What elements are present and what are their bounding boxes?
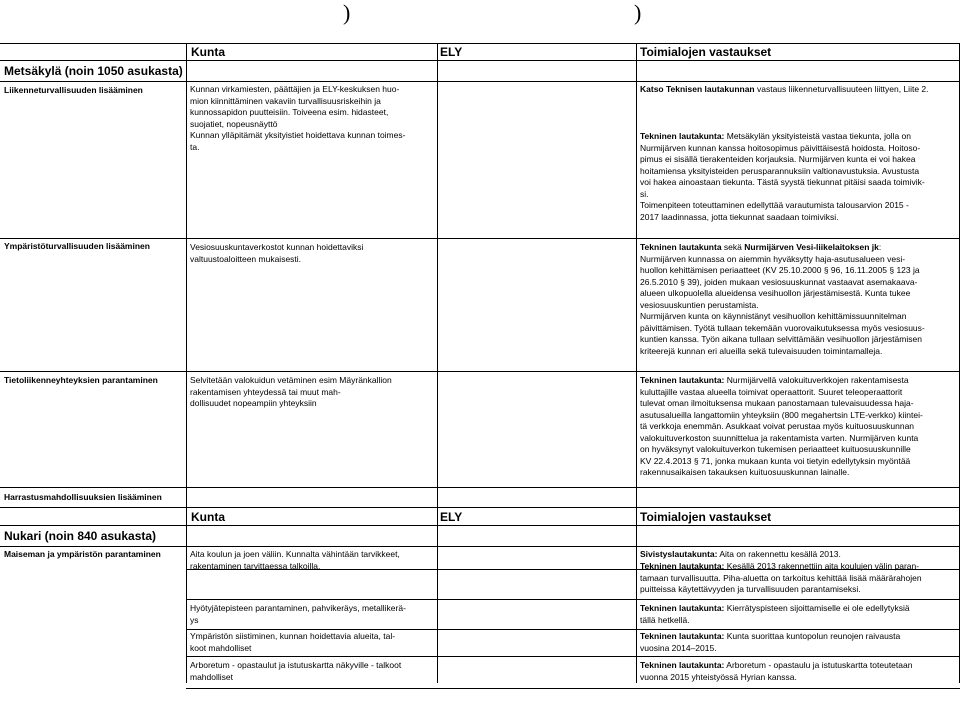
rule-nukari-header bbox=[0, 525, 960, 526]
rule-row-3 bbox=[0, 487, 960, 488]
col-rule-vastaukset bbox=[636, 43, 637, 683]
row-label-harrastus: Harrastusmahdollisuuksien lisääminen bbox=[4, 492, 162, 502]
row2-vastaus: Tekninen lautakunta sekä Nurmijärven Vesi-liikelaitoksen jk: Nurmijärven kunnassa on aiemmin hyväksytty haja-asutusalueen vesi- huollon kehittämisen periaatteet (KV 25.10.2000 § 96, 16.11.2005 § 123 ja 26.5.2010 § 39), joiden mukaan vesiosuuskunnat vastaavat asemakaava- alueen ulkopuolella alueidensa vesihuollon järjestämisestä. Kunta tukee vesiosuuskuntien perustamista. Nurmijärven kunta on käynnistänyt vesihuollon kehittämissuunnitelman päivittämisen. Työtä tullaan tekemään vuorovaikutuksessa myös vesiosuus- kuntien kanssa. Työn aikana tullaan selvittämään vesihuollon järjestämisen kriteerejä kunnan eri alueilla sekä tulevaisuuden toimintamalleja. bbox=[640, 242, 925, 356]
row-label-liikenne: Liikenneturvallisuuden lisääminen bbox=[4, 85, 143, 95]
rule-nukari-2 bbox=[186, 599, 960, 600]
nukari-item4-vastaus: Tekninen lautakunta: Kunta suorittaa kuntopolun reunojen raivausta vuosina 2014–2015. bbox=[640, 631, 901, 653]
row-label-ymparisto: Ympäristöturvallisuuden lisääminen bbox=[4, 241, 150, 251]
row3-kunta-text: Selvitetään valokuidun vetäminen esim Mäyränkallion rakentamisen yhteydessä tai muut mah- dollisuudet nopeampiin yhteyksiin bbox=[190, 375, 392, 408]
row3-vastaus: Tekninen lautakunta: Nurmijärvellä valokuituverkkojen rakentamisesta kuluttajille vastaa alueella toimivat operaattorit. Suuret teleoperaattorit tulevat oman ilmoituksensa mukaan panostamaan tulevaisuudessa haja- asutusalueilla langattomiin yhteyksiin (800 megahertsin LTE-verkko) kiintei- tä verkkoja enemmän. Asukkaat voivat perustaa myös kuituosuuskunnan valokuituverkoston suunnittelua ja rakentamista varten. Nurmijärven kunta on hyväksynyt valokuituverkon tukemisen periaatteet kuituosuuskunnille KV 22.4.2013 § 71, jonka mukaan kunta voi tietyin edellytyksin myöntää rakennusaikaisen takauksen kuituosuuskunnan lainalle. bbox=[640, 375, 923, 477]
col-rule-ely bbox=[437, 43, 438, 683]
rule-section-title bbox=[0, 81, 960, 82]
header-kunta: Kunta bbox=[191, 45, 225, 59]
header-ely-nukari: ELY bbox=[440, 510, 463, 524]
rule-nukari-title bbox=[0, 546, 960, 547]
rule-top bbox=[0, 43, 960, 44]
rule-header-bottom bbox=[0, 60, 960, 61]
nukari-item1-vastaus: Sivistyslautakunta: Aita on rakennettu kesällä 2013. bbox=[640, 549, 841, 559]
header-toimialojen-nukari: Toimialojen vastaukset bbox=[640, 510, 772, 524]
header-toimialojen: Toimialojen vastaukset bbox=[640, 45, 772, 59]
rule-row-2 bbox=[0, 371, 960, 372]
section-title-metsakyla: Metsäkylä (noin 1050 asukasta) bbox=[4, 64, 183, 78]
nukari-item3-vastaus: Tekninen lautakunta: Kierrätyspisteen sijoittamiselle ei ole edellytyksiä tällä hetkellä. bbox=[640, 603, 910, 625]
nukari-item5-vastaus: Tekninen lautakunta: Arboretum - opastaulu ja istutuskartta toteutetaan vuonna 2015 yhteistyössä Hyrian kanssa. bbox=[640, 660, 913, 682]
rule-nukari-3 bbox=[186, 629, 960, 630]
rule-row-1 bbox=[0, 238, 960, 239]
rule-row-4 bbox=[0, 507, 960, 508]
top-paren-right: ) bbox=[634, 0, 642, 25]
row-label-maisema: Maiseman ja ympäristön parantaminen bbox=[4, 549, 161, 559]
col-rule-kunta bbox=[186, 43, 187, 683]
row2-kunta-text: Vesiosuuskuntaverkostot kunnan hoidettaviksi valtuustoaloitteen mukaisesti. bbox=[190, 242, 364, 264]
nukari-item1-kunta: Aita koulun ja joen väliin. Kunnalta vähintään tarvikkeet, rakentaminen tarvittaessa talkoilla. bbox=[190, 549, 400, 571]
header-kunta-nukari: Kunta bbox=[191, 510, 225, 524]
nukari-item2-vastaus: Tekninen lautakunta: Kesällä 2013 rakennettiin aita koulujen välin paran- tamaan turvallisuutta. Piha-aluetta on tarkoitus kehittää lisää määrärahojen puitteissa käytettävyyden ja turvallisuuden parantamiseksi. bbox=[640, 561, 922, 594]
nukari-item5-kunta: Arboretum - opastaulut ja istutuskartta näkyville - talkoot mahdolliset bbox=[190, 660, 402, 682]
header-ely: ELY bbox=[440, 45, 463, 59]
top-paren-left: ) bbox=[343, 0, 351, 25]
row1-vastaus-tekninen: Tekninen lautakunta: Metsäkylän yksityisteistä vastaa tiekunta, jolla on Nurmijärven kunnan kanssa hoitosopimus päivittäisestä hoidosta. Hoitoso- pimus ei sisällä tierakenteiden korjauksia. Nurmijärven kunta ei voi hakea hoitamiensa yksityisteiden perusparannuksiin valtionavustuksia. Avustusta voi hakea ainoastaan tiekunta. Tästä syystä tiekunnat pitäisi saada toimivik- si. Toimenpiteen toteuttaminen edellyttää varautumista talousarvion 2015 - 2017 laadinnassa, jotta tiekunnat saadaan toimiviksi. bbox=[640, 131, 925, 222]
section-title-nukari: Nukari (noin 840 asukasta) bbox=[4, 529, 157, 543]
nukari-item3-kunta: Hyötyjätepisteen parantaminen, pahvikeräys, metallikerä- ys bbox=[190, 603, 406, 625]
row1-vastaus-liite: Katso Teknisen lautakunnan vastaus liikenneturvallisuuteen liittyen, Liite 2. bbox=[640, 84, 929, 94]
rule-nukari-5 bbox=[186, 688, 960, 689]
row1-kunta-text: Kunnan virkamiesten, päättäjien ja ELY-keskuksen huo- mion kiinnittäminen vakaviin turvallisuusriskeihin ja kunnossapidon puutteisiin. Toiveena esim. hidasteet, suojatiet, nopeusnäyttö Kunnan ylläpitämät yksityistiet hoidettava kunnan toimes- ta. bbox=[190, 84, 406, 152]
nukari-item4-kunta: Ympäristön siistiminen, kunnan hoidettavia alueita, tal- koot mahdolliset bbox=[190, 631, 396, 653]
row-label-tietoliikenne: Tietoliikenneyhteyksien parantaminen bbox=[4, 375, 158, 385]
rule-nukari-4 bbox=[186, 656, 960, 657]
